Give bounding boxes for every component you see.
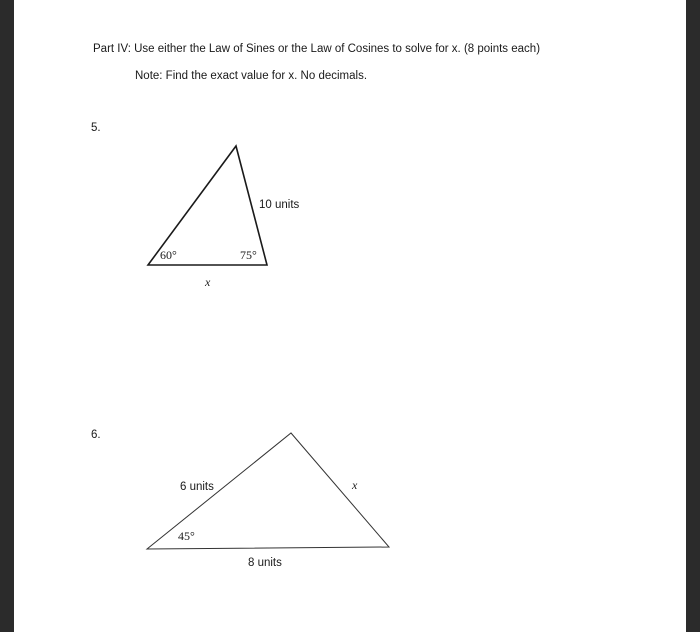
triangle-6-angle-45: 45° — [178, 529, 195, 543]
instruction-note: Note: Find the exact value for x. No decimals. — [135, 70, 368, 82]
triangle-6-unknown-x: x — [352, 478, 358, 492]
problem-5-number: 5. — [91, 122, 101, 134]
triangle-problem-5 — [148, 146, 300, 289]
triangle-problem-6 — [147, 433, 389, 569]
triangle-5-angle-75: 75° — [240, 248, 257, 262]
problem-6-number: 6. — [91, 429, 101, 441]
triangle-6-base-label: 8 units — [248, 557, 282, 569]
triangle-6-side-label: 6 units — [180, 481, 214, 493]
triangle-5-angle-60: 60° — [160, 248, 177, 262]
triangle-5-side-label: 10 units — [259, 199, 300, 211]
triangle-5-unknown-x: x — [205, 275, 211, 289]
part-heading: Part IV: Use either the Law of Sines or the Law of Cosines to solve for x. (8 points each) — [93, 43, 541, 55]
